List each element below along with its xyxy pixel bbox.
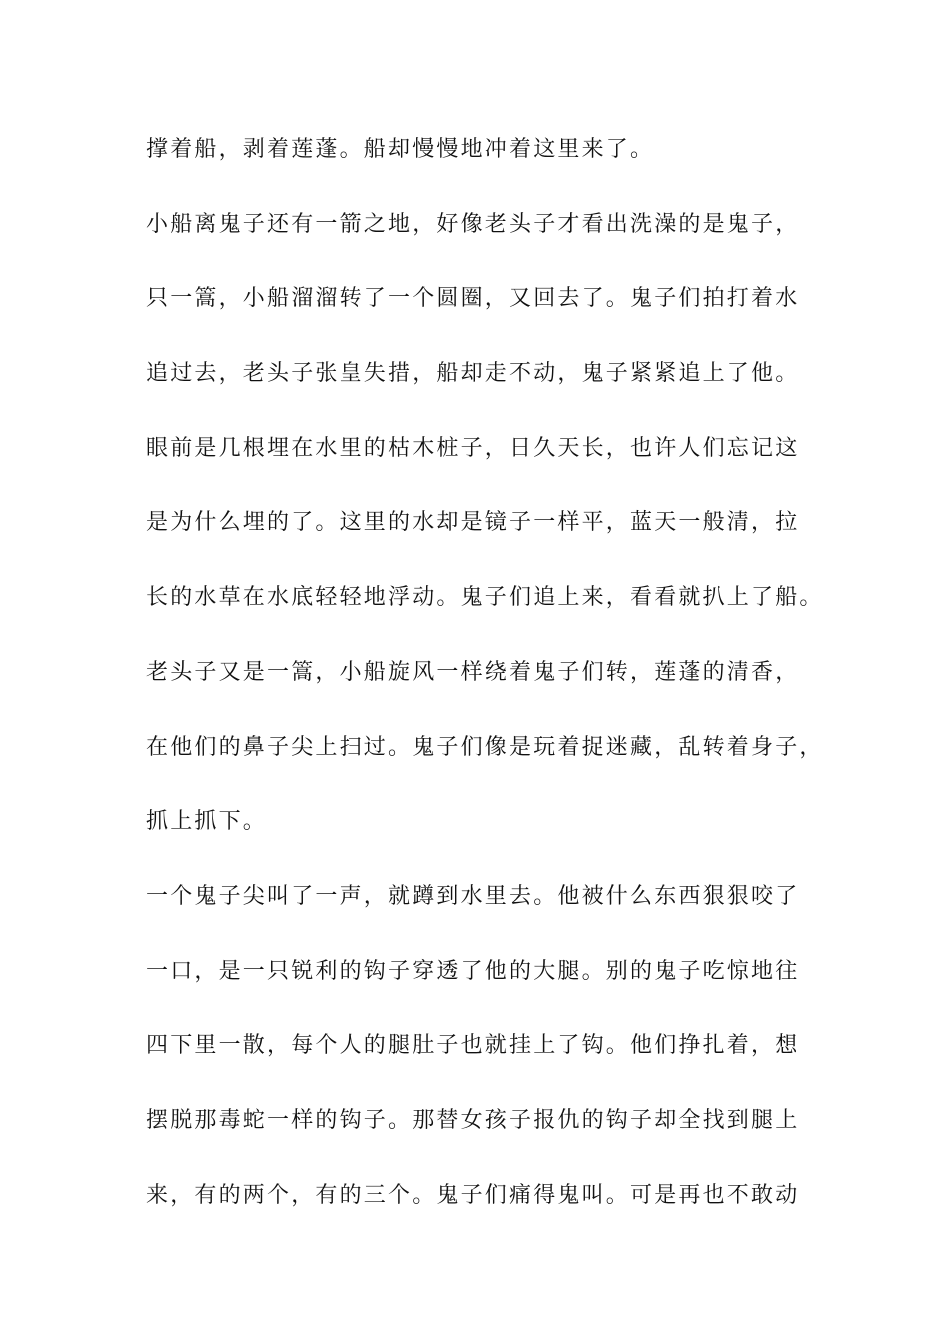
text-line: 撑着船，剥着莲蓬。船却慢慢地冲着这里来了。 bbox=[146, 137, 655, 162]
text-line: 只一篙，小船溜溜转了一个圆圈，又回去了。鬼子们拍打着水 bbox=[146, 286, 800, 312]
text-line: 小船离鬼子还有一箭之地，好像老头子才看出洗澡的是鬼子， bbox=[146, 211, 800, 237]
text-line: 摆脱那毒蛇一样的钩子。那替女孩子报仇的钩子却全找到腿上 bbox=[146, 1107, 800, 1133]
text-line: 四下里一散，每个人的腿肚子也就挂上了钩。他们挣扎着，想 bbox=[146, 1033, 800, 1059]
text-line: 一个鬼子尖叫了一声，就蹲到水里去。他被什么东西狠狠咬了 bbox=[146, 883, 800, 909]
text-line: 追过去，老头子张皇失措，船却走不动，鬼子紧紧追上了他。 bbox=[146, 361, 800, 387]
text-line: 抓上抓下。 bbox=[146, 809, 268, 835]
text-line: 是为什么埋的了。这里的水却是镜子一样平，蓝天一般清，拉 bbox=[146, 510, 800, 536]
text-line: 老头子又是一篙，小船旋风一样绕着鬼子们转，莲蓬的清香， bbox=[146, 659, 800, 685]
text-line: 来，有的两个，有的三个。鬼子们痛得鬼叫。可是再也不敢动 bbox=[146, 1182, 800, 1208]
text-line: 眼前是几根埋在水里的枯木桩子，日久天长，也许人们忘记这 bbox=[146, 435, 800, 461]
text-body bbox=[146, 130, 826, 1250]
text-line: 一口，是一只锐利的钩子穿透了他的大腿。别的鬼子吃惊地往 bbox=[146, 958, 800, 984]
text-line: 在他们的鼻子尖上扫过。鬼子们像是玩着捉迷藏，乱转着身子， bbox=[146, 734, 824, 760]
text-line: 长的水草在水底轻轻地浮动。鬼子们追上来，看看就扒上了船。 bbox=[146, 585, 824, 611]
